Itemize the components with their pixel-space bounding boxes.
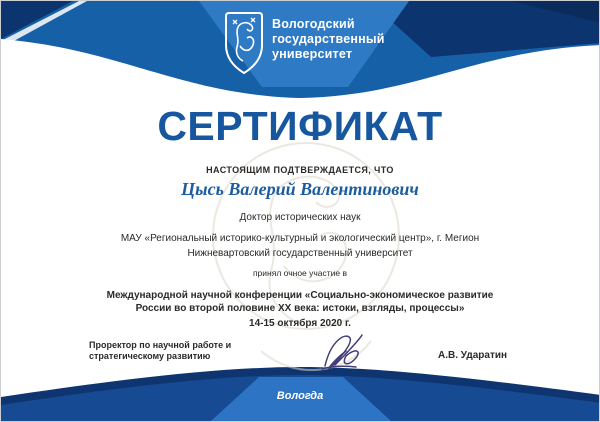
event-title <box>1 289 599 315</box>
signature-icon <box>316 330 368 372</box>
university-emblem-icon <box>225 12 263 74</box>
recipient-name: Цысь Валерий Валентинович <box>181 179 419 199</box>
university-name-line: Вологодский <box>272 17 355 31</box>
confirmation-text: НАСТОЯЩИМ ПОДТВЕРЖДАЕТСЯ, ЧТО <box>206 165 394 175</box>
event-title-line: Международной научной конференции «Социально-экономическое развитие <box>106 290 494 301</box>
recipient-affiliation-1: МАУ «Региональный историко-культурный и экологический центр», г. Мегион <box>120 233 480 244</box>
recipient-degree: Доктор исторических наук <box>239 212 361 223</box>
university-name-line: государственный <box>272 32 385 46</box>
event-dates: 14-15 октября 2020 г. <box>249 318 351 329</box>
signer-title-line: Проректор по научной работе и <box>89 340 232 350</box>
university-logo <box>225 12 385 74</box>
certificate-title: СЕРТИФИКАТ <box>157 103 443 149</box>
recipient-affiliation-2: Нижневартовский государственный университет <box>187 248 413 259</box>
participation-text: принял очное участие в <box>252 268 348 278</box>
university-name-line: университет <box>272 47 353 61</box>
signer-name: А.В. Ударатин <box>438 350 508 361</box>
university-name <box>272 12 385 62</box>
signer-title-line: стратегическому развитию <box>89 351 211 361</box>
event-title-line: России во второй половине XX века: истоки, взгляды, процессы» <box>135 303 465 314</box>
signer-title <box>89 340 231 362</box>
city-name: Вологда <box>276 390 324 402</box>
